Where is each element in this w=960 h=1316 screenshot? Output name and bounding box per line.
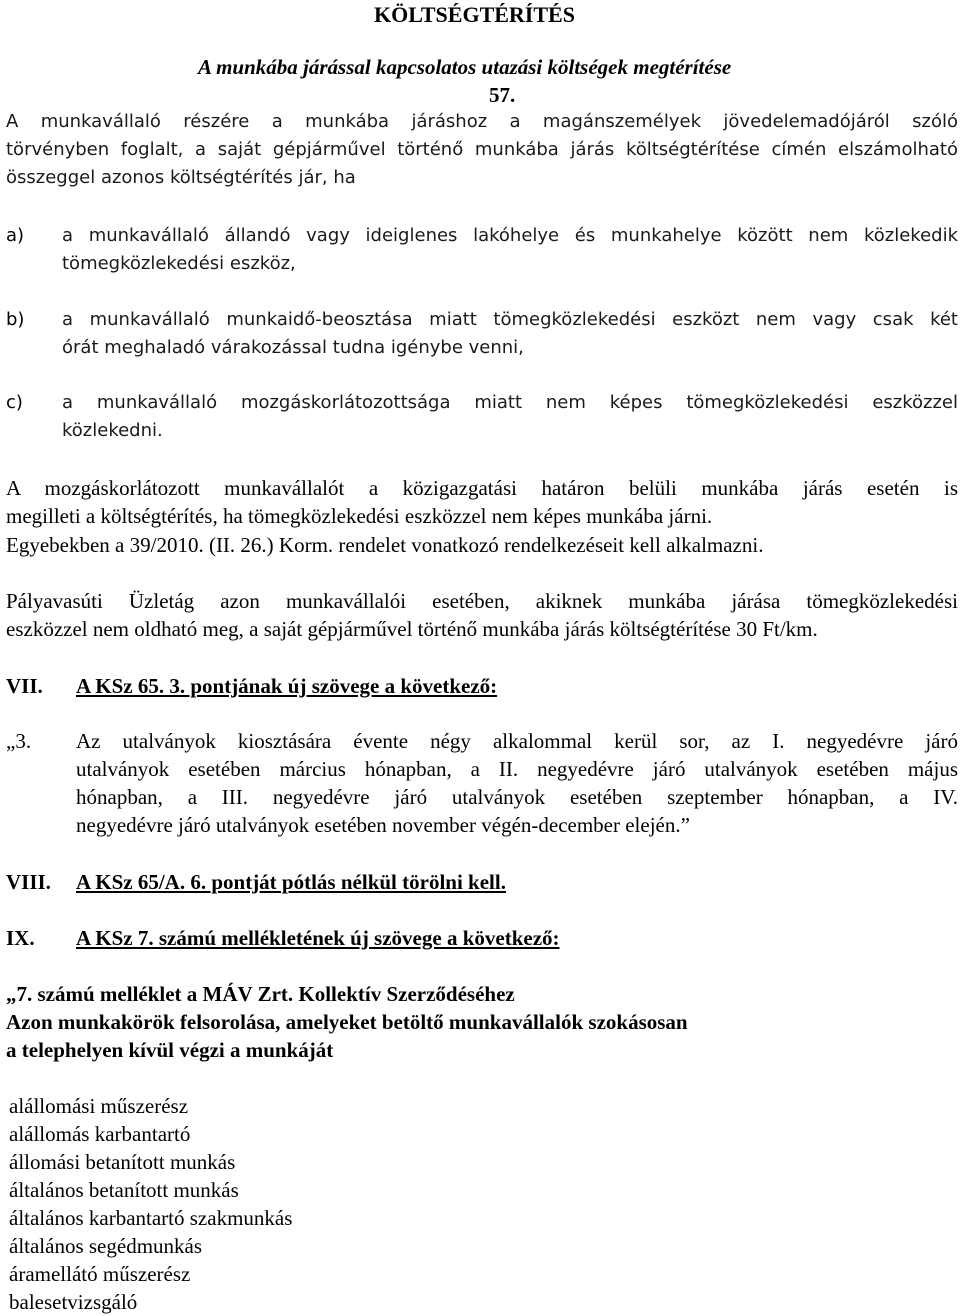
page-subtitle: A munkába járással kapcsolatos utazási költségek megtérítése <box>198 55 732 79</box>
section-8-heading: A KSz 65/A. 6. pontját pótlás nélkül törölni kell. <box>76 870 506 894</box>
quote-3-line: negyedévre járó utalványok esetében november végén-december elején.” <box>76 813 690 837</box>
section-8-number: VIII. <box>6 870 51 894</box>
condition-line: a munkavállaló mozgáskorlátozottsága miatt nem képes tömegközlekedési eszközzel <box>62 392 958 413</box>
list-item: áramellátó műszerész <box>9 1262 191 1286</box>
annex-subtitle-line: Azon munkakörök felsorolása, amelyeket betöltő munkavállalók szokásosan <box>6 1010 688 1034</box>
condition-line: a munkavállaló munkaidő-beosztása miatt tömegközlekedési eszközt nem vagy csak két <box>62 309 958 330</box>
list-item: általános betanított munkás <box>9 1178 239 1202</box>
quote-3-label: „3. <box>6 729 32 753</box>
paragraph-line: eszközzel nem oldható meg, a saját gépjárművel történő munkába járás költségtérítése 30 Ft/km. <box>6 617 818 641</box>
paragraph-line: Pályavasúti Üzletág azon munkavállalói esetében, akiknek munkába járása tömegközlekedési <box>6 589 958 613</box>
annex-title: „7. számú melléklet a MÁV Zrt. Kollektív Szerződéséhez <box>6 982 515 1006</box>
quote-3-line: utalványok esetében március hónapban, a II. negyedévre járó utalványok esetében május <box>76 757 958 781</box>
intro-line: törvényben foglalt, a saját gépjárművel történő munkába járás költségtérítése címén elszámolható <box>6 139 958 160</box>
list-item: balesetvizsgáló <box>9 1290 138 1314</box>
section-9-number: IX. <box>6 926 35 950</box>
annex-subtitle-line: a telephelyen kívül végzi a munkáját <box>6 1038 334 1062</box>
quote-3-line: hónapban, a III. negyedévre járó utalványok esetében szeptember hónapban, a IV. <box>76 785 958 809</box>
condition-line: órát meghaladó várakozással tudna igénybe venni, <box>62 337 524 358</box>
list-item: általános karbantartó szakmunkás <box>9 1206 293 1230</box>
page-title: KÖLTSÉGTÉRÍTÉS <box>374 2 575 27</box>
list-item: általános segédmunkás <box>9 1234 203 1258</box>
intro-line: A munkavállaló részére a munkába járáshoz a magánszemélyek jövedelemadójáról szóló <box>6 111 958 132</box>
section-7-heading: A KSz 65. 3. pontjának új szövege a következő: <box>76 674 498 698</box>
condition-label: b) <box>6 309 25 330</box>
condition-label: a) <box>6 225 25 246</box>
intro-line: összeggel azonos költségtérítés jár, ha <box>6 167 356 188</box>
condition-line: tömegközlekedési eszköz, <box>62 253 296 274</box>
paragraph-line: megilleti a költségtérítés, ha tömegközlekedési eszközzel nem képes munkába járni. <box>6 504 713 528</box>
section-7-number: VII. <box>6 674 43 698</box>
condition-label: c) <box>6 392 23 413</box>
section-9-heading: A KSz 7. számú mellékletének új szövege a következő: <box>76 926 560 950</box>
quote-3-line: Az utalványok kiosztására évente négy alkalommal kerül sor, az I. negyedévre járó <box>76 729 958 753</box>
paragraph-line: A mozgáskorlátozott munkavállalót a közigazgatási határon belüli munkába járás esetén is <box>6 476 958 500</box>
list-item: állomási betanított munkás <box>9 1150 236 1174</box>
list-item: alállomási műszerész <box>9 1094 189 1118</box>
list-item: alállomás karbantartó <box>9 1122 191 1146</box>
condition-line: a munkavállaló állandó vagy ideiglenes lakóhelye és munkahelye között nem közlekedik <box>62 225 958 246</box>
paragraph-line: Egyebekben a 39/2010. (II. 26.) Korm. rendelet vonatkozó rendelkezéseit kell alkalmazni. <box>6 533 764 557</box>
section-number: 57. <box>489 83 516 107</box>
condition-line: közlekedni. <box>62 420 163 441</box>
